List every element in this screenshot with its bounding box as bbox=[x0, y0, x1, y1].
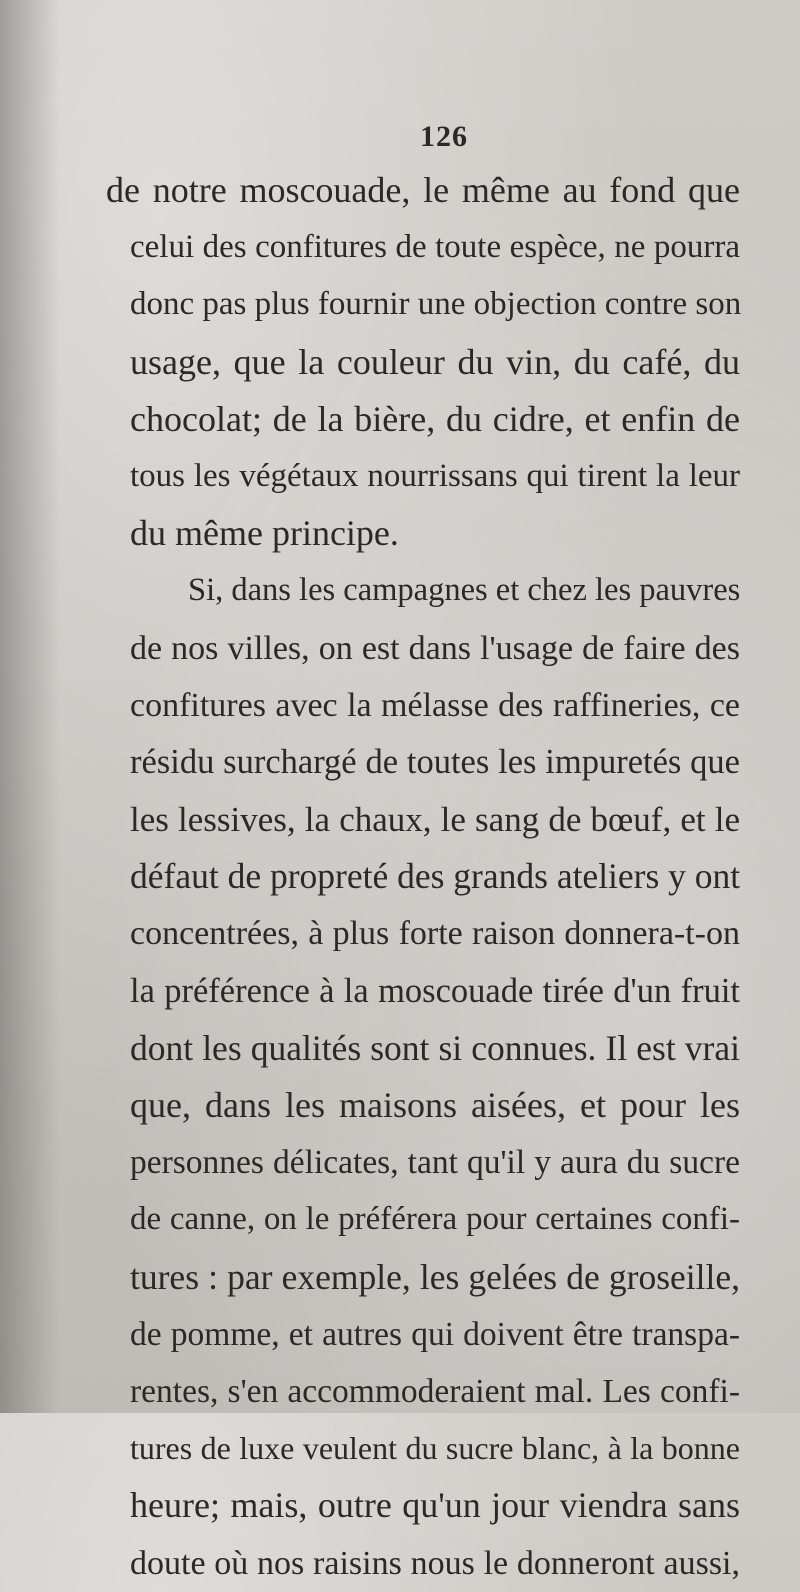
text-line: de nos villes, on est dans l'usage de faire des bbox=[130, 629, 740, 667]
text-line: de canne, on le préférera pour certaines confi- bbox=[130, 1201, 740, 1238]
text-line: de pomme, et autres qui doivent être transpa- bbox=[130, 1315, 740, 1353]
text-line: celui des confitures de toute espèce, ne pourra bbox=[130, 229, 740, 266]
text-line: dont les qualités sont si connues. Il est vrai bbox=[130, 1027, 740, 1068]
text-line: rentes, s'en accommoderaient mal. Les confi- bbox=[130, 1372, 740, 1410]
text-line: la préférence à la moscouade tirée d'un fruit bbox=[130, 971, 740, 1010]
text-line: tous les végétaux nourrissans qui tirent la leur bbox=[130, 457, 740, 494]
text-line: doute où nos raisins nous le donneront aussi, bbox=[130, 1544, 740, 1582]
text-line: de notre moscouade, le même au fond que bbox=[106, 170, 740, 210]
page-number: 126 bbox=[420, 120, 468, 153]
body-text bbox=[106, 162, 742, 1592]
text-line: résidu surchargé de toutes les impuretés que bbox=[130, 742, 740, 781]
text-line: chocolat; de la bière, du cidre, et enfin de bbox=[130, 398, 740, 439]
page-gutter-shadow bbox=[0, 0, 60, 1413]
text-line: tures : par exemple, les gelées de groseille, bbox=[130, 1256, 740, 1297]
text-line: que, dans les maisons aisées, et pour les bbox=[130, 1085, 740, 1125]
text-line: les lessives, la chaux, le sang de bœuf, et le bbox=[130, 800, 740, 840]
text-line: confitures avec la mélasse des raffineries, ce bbox=[130, 686, 740, 724]
text-line: défaut de propreté des grands ateliers y ont bbox=[130, 856, 741, 897]
text-line: personnes délicates, tant qu'il y aura du sucre bbox=[130, 1144, 740, 1182]
text-line: tures de luxe veulent du sucre blanc, à la bonne bbox=[130, 1430, 740, 1467]
text-line: du même principe. bbox=[130, 513, 399, 554]
text-line: usage, que la couleur du vin, du café, du bbox=[130, 341, 740, 382]
text-line: Si, dans les campagnes et chez les pauvres bbox=[188, 572, 741, 609]
text-line: concentrées, à plus forte raison donnera-t-on bbox=[130, 915, 740, 953]
text-line: donc pas plus fournir une objection contre son bbox=[130, 286, 742, 323]
text-line: heure; mais, outre qu'un jour viendra sans bbox=[130, 1485, 740, 1526]
